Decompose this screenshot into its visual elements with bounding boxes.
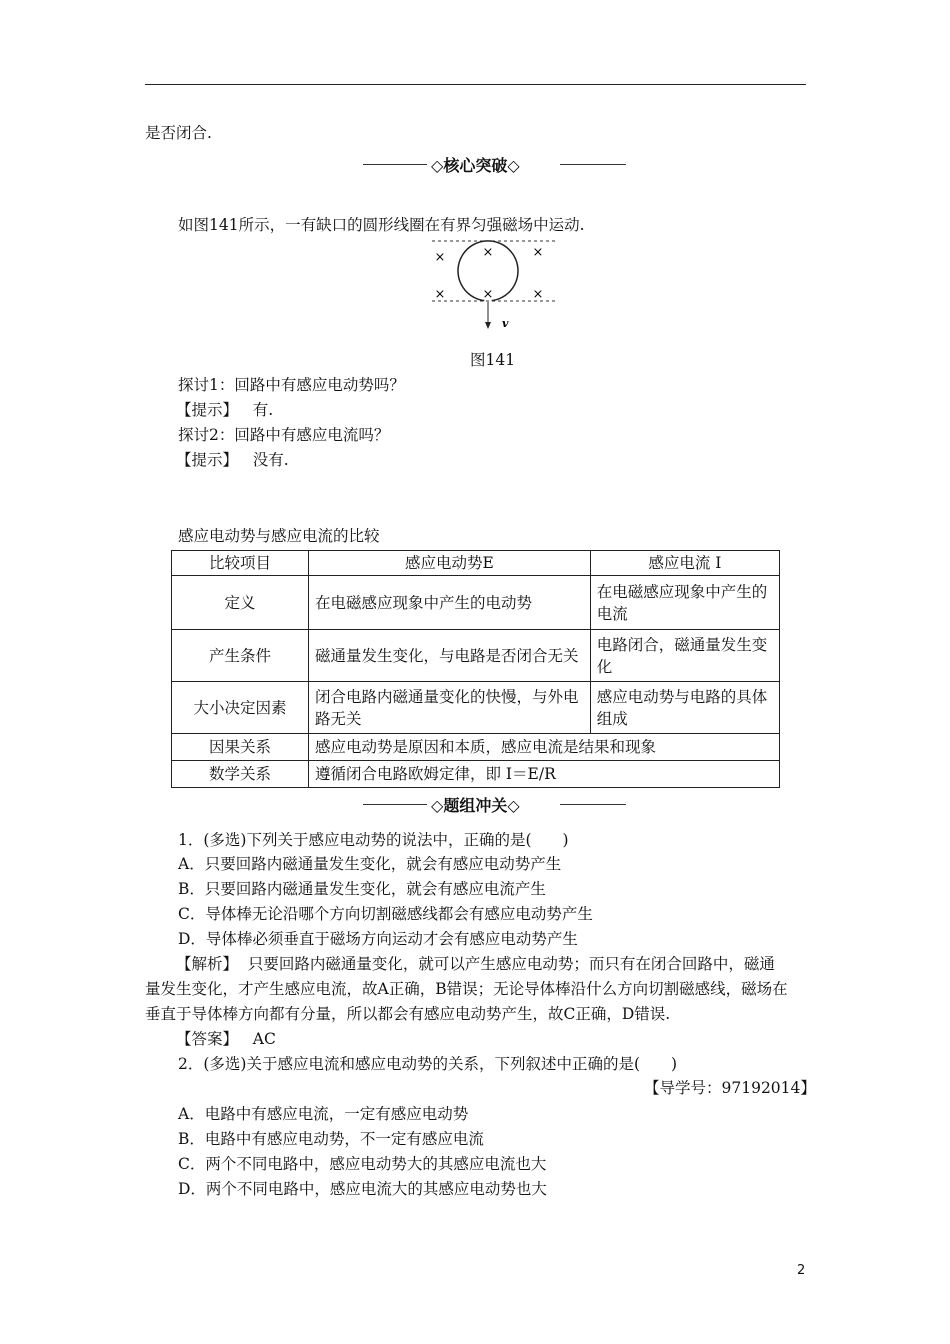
problem-1-analysis-line: 垂直于导体棒方向都有分量，所以都会有感应电动势产生，故C正确，D错误. bbox=[145, 1005, 671, 1023]
diamond-icon: ◇ bbox=[431, 156, 444, 175]
problem-2-option-d: D．两个不同电路中，感应电流大的其感应电动势也大 bbox=[178, 1180, 547, 1198]
hint-1 bbox=[176, 399, 273, 421]
table-row bbox=[172, 630, 780, 682]
table-cell: 在电磁感应现象中产生的电流 bbox=[590, 576, 779, 630]
problem-1-option-d: D．导体棒必须垂直于磁场方向运动才会有感应电动势产生 bbox=[178, 930, 578, 948]
table-row bbox=[172, 576, 780, 630]
hint-text: 有. bbox=[252, 401, 274, 419]
header-rule bbox=[145, 84, 806, 85]
section-heading-practice: ◇题组冲关◇ bbox=[431, 796, 520, 815]
answer-tag: 【答案】 bbox=[176, 1030, 239, 1048]
comparison-table bbox=[171, 550, 780, 788]
table-cell: 产生条件 bbox=[172, 630, 309, 682]
field-mark: × bbox=[532, 245, 544, 260]
table-cell: 电路闭合，磁通量发生变化 bbox=[590, 630, 779, 682]
table-cell: 因果关系 bbox=[172, 734, 309, 761]
continued-text: 是否闭合. bbox=[145, 124, 212, 142]
hint-2 bbox=[176, 449, 289, 471]
velocity-label: v bbox=[502, 317, 509, 330]
hint-tag: 【提示】 bbox=[176, 401, 239, 419]
diamond-icon: ◇ bbox=[507, 796, 520, 815]
table-cell: 定义 bbox=[172, 576, 309, 630]
coil-figure bbox=[420, 236, 560, 336]
table-row bbox=[172, 682, 780, 734]
table-row bbox=[172, 761, 780, 788]
figure-caption: 图141 bbox=[470, 351, 516, 369]
problem-1-analysis: 【解析】 只要回路内磁通量变化，就可以产生感应电动势；而只有在闭合回路中，磁通 bbox=[176, 955, 775, 973]
table-header: 比较项目 bbox=[172, 551, 309, 576]
field-mark: × bbox=[482, 287, 494, 302]
table-cell: 感应电动势是原因和本质，感应电流是结果和现象 bbox=[309, 734, 780, 761]
table-row bbox=[172, 734, 780, 761]
question-2: 探讨2：回路中有感应电流吗？ bbox=[178, 426, 390, 444]
table-cell: 大小决定因素 bbox=[172, 682, 309, 734]
table-cell: 感应电动势与电路的具体组成 bbox=[590, 682, 779, 734]
section-heading-core: ◇核心突破◇ bbox=[431, 156, 520, 175]
table-header-row bbox=[172, 551, 780, 576]
table-cell: 闭合电路内磁通量变化的快慢，与外电路无关 bbox=[309, 682, 591, 734]
problem-1-option-b: B．只要回路内磁通量发生变化，就会有感应电流产生 bbox=[178, 880, 546, 898]
problem-1-stem: 1．(多选)下列关于感应电动势的说法中，正确的是( ) bbox=[178, 831, 569, 849]
problem-2-option-b: B．电路中有感应电动势，不一定有感应电流 bbox=[178, 1130, 484, 1148]
problem-1-option-c: C．导体棒无论沿哪个方向切割磁感线都会有感应电动势产生 bbox=[178, 905, 593, 923]
table-cell: 遵循闭合电路欧姆定律，即 I＝E/R bbox=[309, 761, 780, 788]
field-mark: × bbox=[434, 250, 446, 265]
guide-number: 【导学号：97192014】 bbox=[644, 1079, 816, 1097]
analysis-tag: 【解析】 bbox=[176, 955, 239, 973]
page-number: 2 bbox=[797, 1263, 806, 1278]
question-1: 探讨1：回路中有感应电动势吗？ bbox=[178, 376, 405, 394]
section-rule-left bbox=[363, 804, 427, 805]
section-rule-right bbox=[560, 804, 626, 805]
problem-1-analysis-line: 量发生变化，才产生感应电流，故A正确，B错误；无论导体棒沿什么方向切割磁感线，磁场在 bbox=[145, 980, 788, 998]
table-header: 感应电流 I bbox=[590, 551, 779, 576]
problem-2-option-a: A．电路中有感应电流，一定有感应电动势 bbox=[178, 1105, 469, 1123]
diamond-icon: ◇ bbox=[507, 156, 520, 175]
problem-1-option-a: A．只要回路内磁通量发生变化，就会有感应电动势产生 bbox=[178, 855, 562, 873]
section-rule-right bbox=[560, 164, 626, 165]
table-cell: 磁通量发生变化，与电路是否闭合无关 bbox=[309, 630, 591, 682]
field-mark: × bbox=[482, 245, 494, 260]
table-cell: 在电磁感应现象中产生的电动势 bbox=[309, 576, 591, 630]
arrow-head-icon bbox=[485, 322, 491, 329]
table-header: 感应电动势E bbox=[309, 551, 591, 576]
table-title: 感应电动势与感应电流的比较 bbox=[178, 527, 380, 545]
table-cell: 数学关系 bbox=[172, 761, 309, 788]
field-mark: × bbox=[532, 287, 544, 302]
hint-tag: 【提示】 bbox=[176, 451, 239, 469]
problem-2-stem: 2．(多选)关于感应电流和感应电动势的关系，下列叙述中正确的是( ) bbox=[178, 1055, 678, 1073]
field-mark: × bbox=[434, 287, 446, 302]
problem-1-answer: 【答案】 AC bbox=[176, 1030, 276, 1048]
diamond-icon: ◇ bbox=[431, 796, 444, 815]
intro-text: 如图141所示，一有缺口的圆形线圈在有界匀强磁场中运动. bbox=[178, 216, 585, 234]
problem-2-option-c: C．两个不同电路中，感应电动势大的其感应电流也大 bbox=[178, 1155, 547, 1173]
hint-text: 没有. bbox=[252, 451, 289, 469]
section-rule-left bbox=[363, 164, 427, 165]
